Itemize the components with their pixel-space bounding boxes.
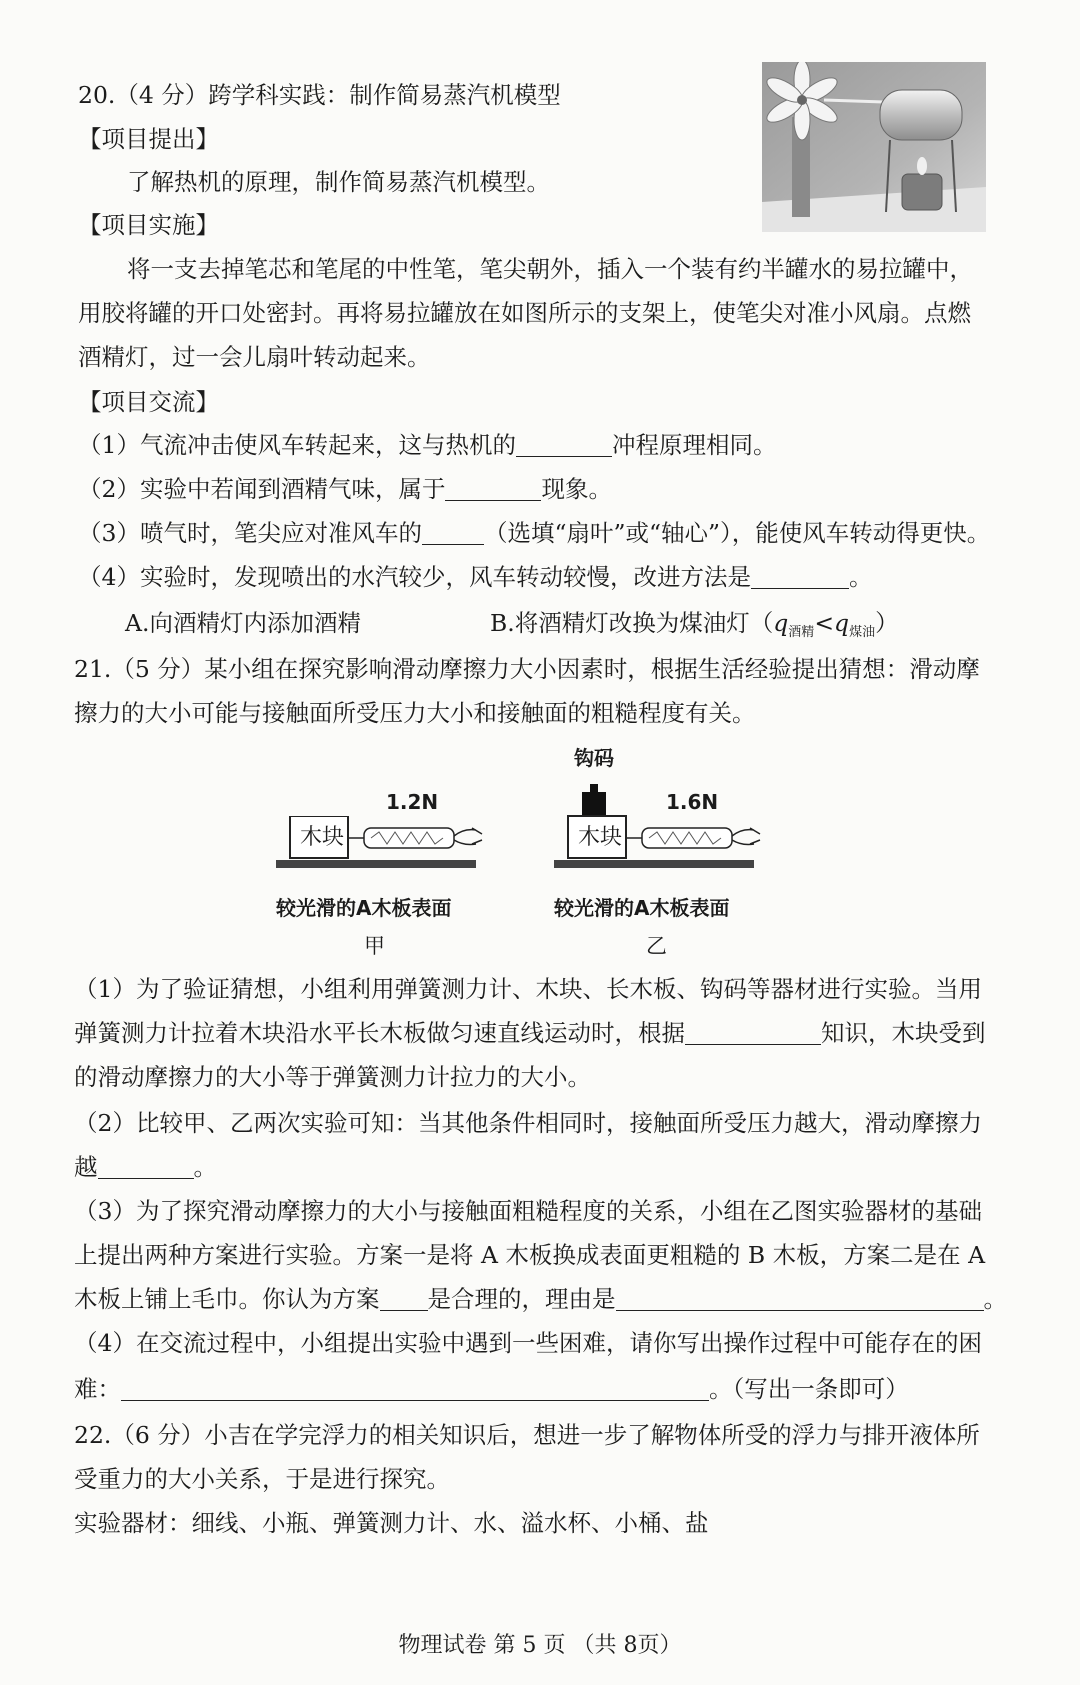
- answer-blank[interactable]: [121, 1376, 709, 1401]
- section-title: 【项目实施】: [78, 211, 219, 239]
- surface-label: 较光滑的A木板表面: [554, 896, 730, 920]
- force-reading: 1.2N: [386, 790, 439, 814]
- answer-blank[interactable]: [445, 476, 541, 501]
- figure-caption: 乙: [646, 934, 667, 958]
- paragraph: （1）为了验证猜想，小组利用弹簧测力计、木块、长木板、钩码等器材进行实验。当用: [74, 975, 982, 1003]
- option-b[interactable]: B.将酒精灯改换为煤油灯$(q_{酒精}<q_{煤油})$: [490, 609, 899, 640]
- q21-sub2: 越 。: [74, 1153, 217, 1181]
- paragraph: （3）为了探究滑动摩擦力的大小与接触面粗糙程度的关系，小组在乙图实验器材的基础: [74, 1197, 982, 1225]
- paragraph: 酒精灯，过一会儿扇叶转动起来。: [78, 343, 431, 371]
- paragraph: 用胶将罐的开口处密封。再将易拉罐放在如图所示的支架上，使笔尖对准小风扇。点燃: [78, 299, 971, 327]
- paragraph: 实验器材：细线、小瓶、弹簧测力计、水、溢水杯、小桶、盐: [74, 1509, 709, 1537]
- answer-blank[interactable]: [380, 1286, 428, 1311]
- steam-engine-photo: [762, 62, 986, 232]
- answer-blank[interactable]: [98, 1154, 194, 1179]
- answer-blank[interactable]: [685, 1020, 821, 1045]
- paragraph: 的滑动摩擦力的大小等于弹簧测力计拉力的大小。: [74, 1063, 591, 1091]
- answer-blank[interactable]: [422, 520, 484, 545]
- q20-sub1: （1）气流冲击使风车转起来，这与热机的 冲程原理相同。: [78, 431, 777, 459]
- force-reading: 1.6N: [666, 790, 719, 814]
- weight-label: 钩码: [574, 746, 614, 770]
- paragraph: 将一支去掉笔芯和笔尾的中性笔，笔尖朝外，插入一个装有约半罐水的易拉罐中，: [127, 255, 973, 283]
- page-footer: 物理试卷 第 5 页 （共 8页）: [398, 1633, 682, 1658]
- answer-blank[interactable]: [751, 564, 849, 589]
- q20-sub2: （2）实验中若闻到酒精气味，属于 现象。: [78, 475, 612, 503]
- q21-sub1: 弹簧测力计拉着木块沿水平长木板做匀速直线运动时，根据 知识，木块受到: [74, 1019, 986, 1047]
- paragraph: （2）比较甲、乙两次实验可知：当其他条件相同时，接触面所受压力越大，滑动摩擦力: [74, 1109, 982, 1137]
- figure-caption: 甲: [364, 934, 385, 958]
- paragraph: 上提出两种方案进行实验。方案一是将 A 木板换成表面更粗糙的 B 木板，方案二是在 A: [74, 1241, 986, 1269]
- q21-sub4: 难： 。（写出一条即可）: [74, 1375, 909, 1403]
- paragraph: 受重力的大小关系，于是进行探究。: [74, 1465, 450, 1493]
- figure-yi: [554, 780, 774, 890]
- section-title: 【项目交流】: [78, 388, 219, 416]
- q20-sub3: （3）喷气时，笔尖应对准风车的 （选填“扇叶”或“轴心”），能使风车转动得更快。: [78, 519, 991, 547]
- block-label: 木块: [577, 825, 622, 850]
- answer-blank[interactable]: [616, 1286, 984, 1311]
- surface-label: 较光滑的A木板表面: [276, 896, 452, 920]
- q20-header: 20.（4 分）跨学科实践：制作简易蒸汽机模型: [78, 81, 561, 109]
- section-title: 【项目提出】: [78, 125, 219, 153]
- paragraph: 了解热机的原理，制作简易蒸汽机模型。: [127, 168, 550, 196]
- q20-sub4: （4）实验时，发现喷出的水汽较少，风车转动较慢，改进方法是 。: [78, 563, 873, 591]
- q21-header: 21.（5 分）某小组在探究影响滑动摩擦力大小因素时，根据生活经验提出猜想：滑动摩: [74, 655, 980, 683]
- q21-sub3: 木板上铺上毛巾。你认为方案 是合理的，理由是 。: [74, 1285, 1007, 1313]
- block-label: 木块: [299, 825, 344, 850]
- figure-jia: [276, 780, 496, 890]
- answer-blank[interactable]: [516, 432, 612, 457]
- q22-header: 22.（6 分）小吉在学完浮力的相关知识后，想进一步了解物体所受的浮力与排开液体所: [74, 1421, 980, 1449]
- paragraph: 擦力的大小可能与接触面所受压力大小和接触面的粗糙程度有关。: [74, 699, 756, 727]
- paragraph: （4）在交流过程中，小组提出实验中遇到一些困难，请你写出操作过程中可能存在的困: [74, 1329, 982, 1357]
- option-a[interactable]: A.向酒精灯内添加酒精: [125, 609, 361, 637]
